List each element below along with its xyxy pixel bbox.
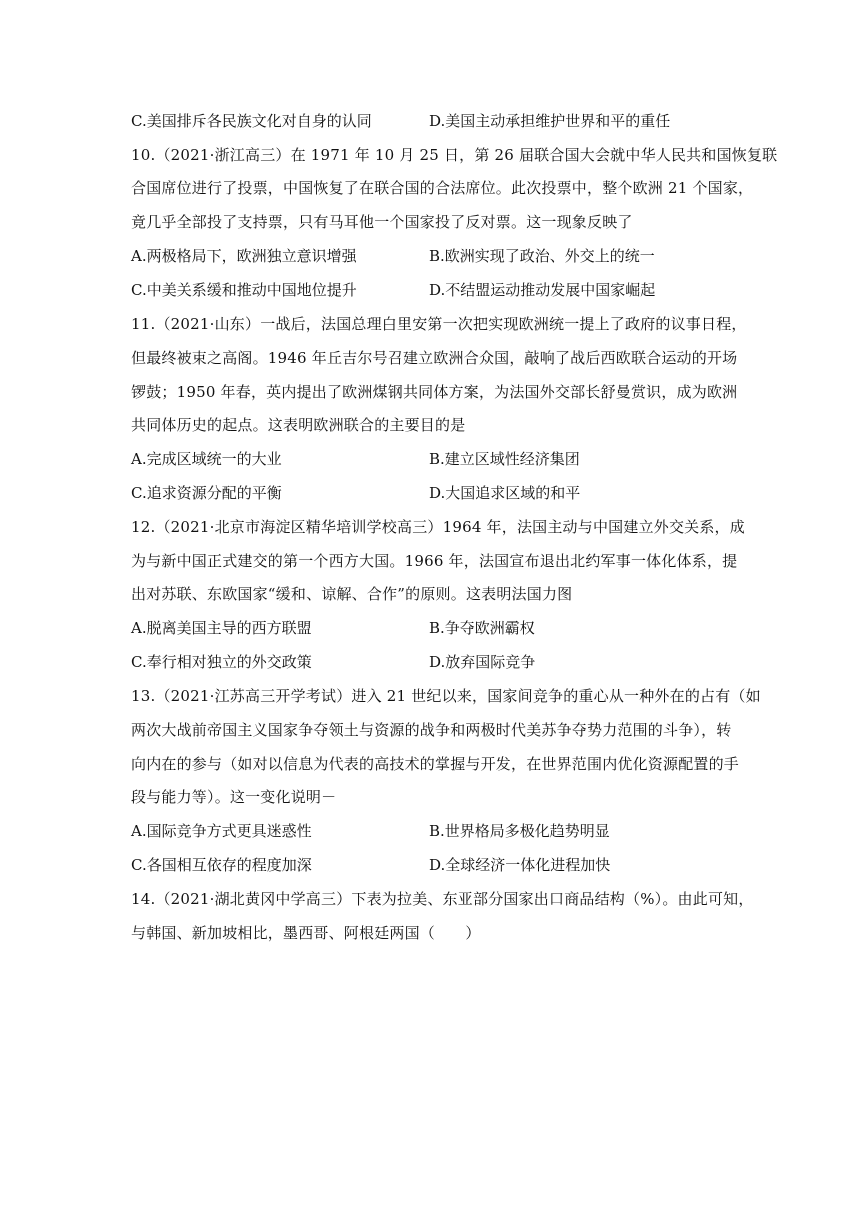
q12-option-d[interactable] xyxy=(429,652,535,672)
q10-option-d[interactable] xyxy=(429,280,655,300)
q13-stem-line-1: 13.（2021·江苏高三开学考试）进入 21 世纪以来，国家间竞争的重心从一种外在的占有（如 xyxy=(131,687,761,705)
q11-stem-line-1: 11.（2021·山东）一战后，法国总理白里安第一次把实现欧洲统一提上了政府的议事日程， xyxy=(131,315,747,333)
q10-stem-line-2: 合国席位进行了投票，中国恢复了在联合国的合法席位。此次投票中，整个欧洲 21 个国家， xyxy=(131,179,754,197)
q11-option-d[interactable] xyxy=(429,483,580,503)
q14-stem-line-1: 14.（2021·湖北黄冈中学高三）下表为拉美、东亚部分国家出口商品结构（%）。由此可知， xyxy=(131,890,754,908)
q14-stem-line-2: 与韩国、新加坡相比，墨西哥、阿根廷两国（ ） xyxy=(131,924,481,942)
option-text: 不结盟运动推动发展中国家崛起 xyxy=(445,281,656,299)
option-text: 欧洲实现了政治、外交上的统一 xyxy=(444,247,655,265)
q13-stem-line-2: 两次大战前帝国主义国家争夺领土与资源的战争和两极时代美苏争夺势力范围的斗争），转 xyxy=(131,721,732,739)
option-letter: A. xyxy=(131,822,147,840)
option-letter: D. xyxy=(429,112,446,130)
option-letter: C. xyxy=(131,653,147,671)
q11-stem-line-3: 锣鼓；1950 年春，英内提出了欧洲煤钢共同体方案，为法国外交部长舒曼赏识，成为欧洲 xyxy=(131,383,738,401)
option-letter: C. xyxy=(131,484,147,502)
option-text: 各国相互依存的程度加深 xyxy=(146,856,312,874)
option-text: 全球经济一体化进程加快 xyxy=(445,856,611,874)
option-text: 美国排斥各民族文化对自身的认同 xyxy=(146,112,372,130)
option-text: 放弃国际竞争 xyxy=(445,653,536,671)
option-text: 奉行相对独立的外交政策 xyxy=(146,653,312,671)
option-letter: D. xyxy=(429,856,446,874)
option-letter: B. xyxy=(429,619,445,637)
q13-option-a[interactable] xyxy=(131,821,312,841)
q10-option-b[interactable] xyxy=(429,246,655,266)
q13-option-b[interactable] xyxy=(429,821,610,841)
option-letter: B. xyxy=(429,450,445,468)
q13-stem-line-3: 向内在的参与（如对以信息为代表的高技术的掌握与开发，在世界范围内优化资源配置的手 xyxy=(131,755,740,773)
option-text: 追求资源分配的平衡 xyxy=(146,484,282,502)
option-text: 大国追求区域的和平 xyxy=(445,484,581,502)
q11-option-a[interactable] xyxy=(131,449,282,469)
option-text: 完成区域统一的大业 xyxy=(146,450,282,468)
q9-option-c[interactable] xyxy=(131,111,372,131)
option-text: 脱离美国主导的西方联盟 xyxy=(146,619,312,637)
q13-option-d[interactable] xyxy=(429,855,610,875)
q10-stem-line-1: 10.（2021·浙江高三）在 1971 年 10 月 25 日，第 26 届联合国大会就中华人民共和国恢复联 xyxy=(131,146,778,164)
q11-option-b[interactable] xyxy=(429,449,580,469)
option-text: 争夺欧洲霸权 xyxy=(444,619,535,637)
option-letter: D. xyxy=(429,653,446,671)
q12-stem-line-1: 12.（2021·北京市海淀区精华培训学校高三）1964 年，法国主动与中国建立外交关系，成 xyxy=(131,518,745,536)
option-letter: B. xyxy=(429,822,445,840)
option-text: 美国主动承担维护世界和平的重任 xyxy=(445,112,671,130)
q13-stem-line-4: 段与能力等）。这一变化说明－ xyxy=(131,788,337,806)
q13-option-c[interactable] xyxy=(131,855,312,875)
q9-option-d[interactable] xyxy=(429,111,670,131)
option-letter: A. xyxy=(131,619,147,637)
option-text: 两极格局下，欧洲独立意识增强 xyxy=(146,247,357,265)
q10-stem-line-3: 竟几乎全部投了支持票，只有马耳他一个国家投了反对票。这一现象反映了 xyxy=(131,213,633,231)
option-letter: A. xyxy=(131,450,147,468)
option-text: 建立区域性经济集团 xyxy=(444,450,580,468)
option-letter: C. xyxy=(131,856,147,874)
q11-stem-line-2: 但最终被束之高阁。1946 年丘吉尔号召建立欧洲合众国，敲响了战后西欧联合运动的开场 xyxy=(131,349,738,367)
q11-stem-line-4: 共同体历史的起点。这表明欧洲联合的主要目的是 xyxy=(131,416,466,434)
q12-option-a[interactable] xyxy=(131,618,312,638)
option-letter: C. xyxy=(131,281,147,299)
option-letter: D. xyxy=(429,484,446,502)
q12-option-b[interactable] xyxy=(429,618,535,638)
q10-option-a[interactable] xyxy=(131,246,357,266)
q12-stem-line-2: 为与新中国正式建交的第一个西方大国。1966 年，法国宣布退出北约军事一体化体系，提 xyxy=(131,552,738,570)
q10-option-c[interactable] xyxy=(131,280,357,300)
q11-option-c[interactable] xyxy=(131,483,282,503)
option-letter: A. xyxy=(131,247,147,265)
option-text: 国际竞争方式更具迷惑性 xyxy=(146,822,312,840)
option-letter: B. xyxy=(429,247,445,265)
q12-option-c[interactable] xyxy=(131,652,312,672)
option-letter: D. xyxy=(429,281,446,299)
option-text: 中美关系缓和推动中国地位提升 xyxy=(146,281,357,299)
option-text: 世界格局多极化趋势明显 xyxy=(444,822,610,840)
q12-stem-line-3: 出对苏联、东欧国家“缓和、谅解、合作”的原则。这表明法国力图 xyxy=(131,585,573,603)
option-letter: C. xyxy=(131,112,147,130)
